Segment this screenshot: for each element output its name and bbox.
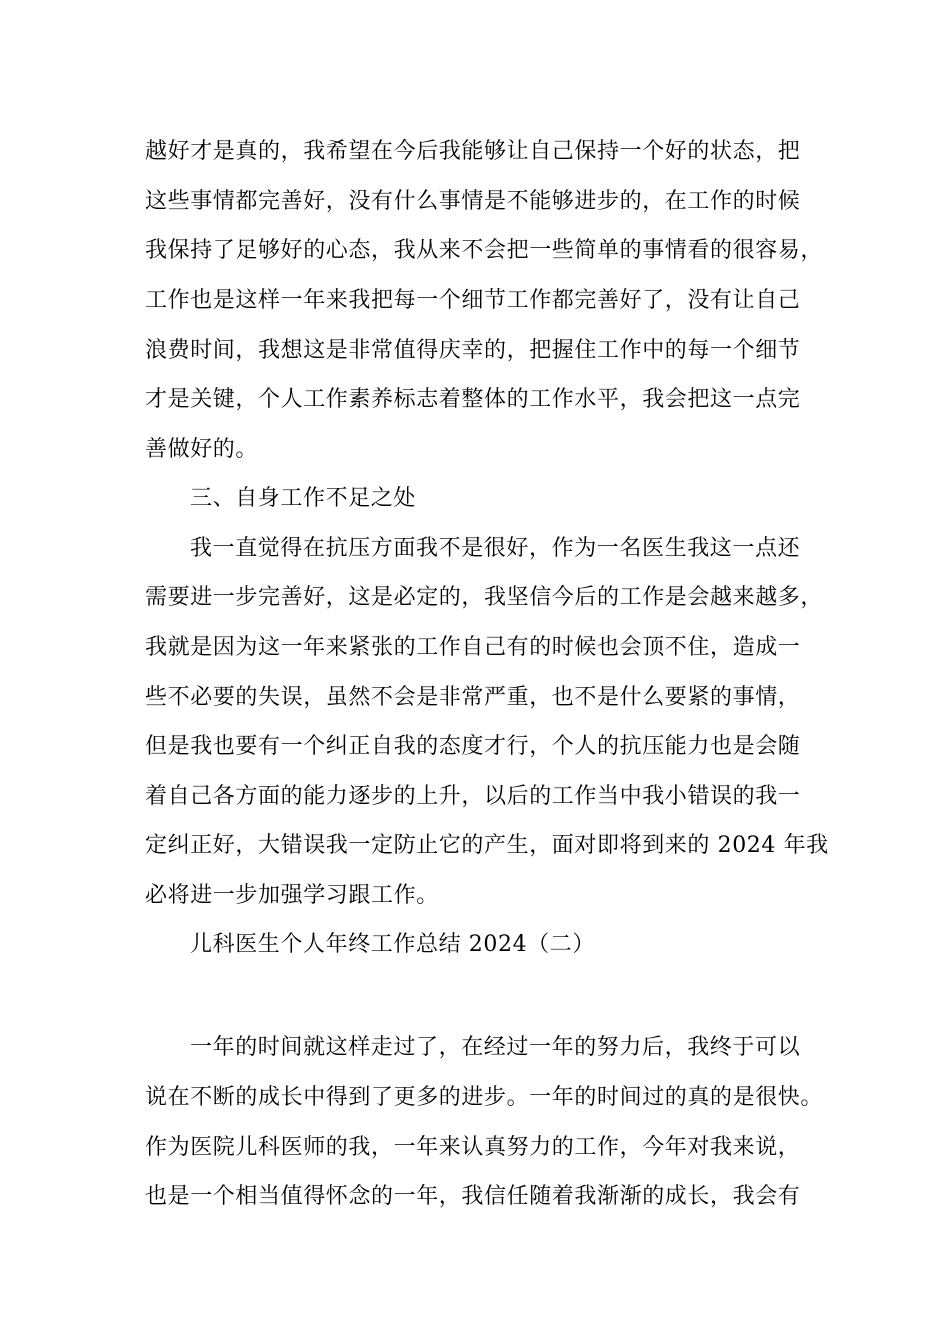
section-heading: 三、自身工作不足之处 (190, 486, 417, 511)
text-line: 工作也是这样一年来我把每一个细节工作都完善好了，没有让自己 (145, 288, 801, 313)
text-line: 定纠正好，大错误我一定防止它的产生，面对即将到来的 2024 年我 (145, 833, 829, 858)
text-line: 说在不断的成长中得到了更多的进步。一年的时间过的真的是很快。 (145, 1085, 824, 1110)
text-line: 我就是因为这一年来紧张的工作自己有的时候也会顶不住，造成一 (145, 635, 801, 660)
text-line: 些不必要的失误，虽然不会是非常严重，也不是什么要紧的事情， (145, 685, 801, 710)
text-line: 这些事情都完善好，没有什么事情是不能够进步的，在工作的时候 (145, 189, 801, 214)
text-line: 也是一个相当值得怀念的一年，我信任随着我渐渐的成长，我会有 (145, 1184, 801, 1209)
text-line: 我一直觉得在抗压方面我不是很好，作为一名医生我这一点还 (190, 536, 801, 561)
text-line: 越好才是真的，我希望在今后我能够让自己保持一个好的状态，把 (145, 139, 801, 164)
text-line: 善做好的。 (145, 437, 259, 462)
text-line: 需要进一步完善好，这是必定的，我坚信今后的工作是会越来越多， (145, 585, 824, 610)
text-line: 才是关键，个人工作素养标志着整体的工作水平，我会把这一点完 (145, 387, 801, 412)
text-line: 我保持了足够好的心态，我从来不会把一些简单的事情看的很容易， (145, 238, 824, 263)
text-line: 但是我也要有一个纠正自我的态度才行，个人的抗压能力也是会随 (145, 734, 801, 759)
text-line: 作为医院儿科医师的我，一年来认真努力的工作，今年对我来说， (145, 1135, 801, 1160)
text-line: 一年的时间就这样走过了，在经过一年的努力后，我终于可以 (190, 1035, 801, 1060)
text-line: 浪费时间，我想这是非常值得庆幸的，把握住工作中的每一个细节 (145, 338, 801, 363)
text-line: 着自己各方面的能力逐步的上升，以后的工作当中我小错误的我一 (145, 784, 801, 809)
section-title: 儿科医生个人年终工作总结 2024（二） (190, 932, 595, 957)
text-line: 必将进一步加强学习跟工作。 (145, 883, 439, 908)
